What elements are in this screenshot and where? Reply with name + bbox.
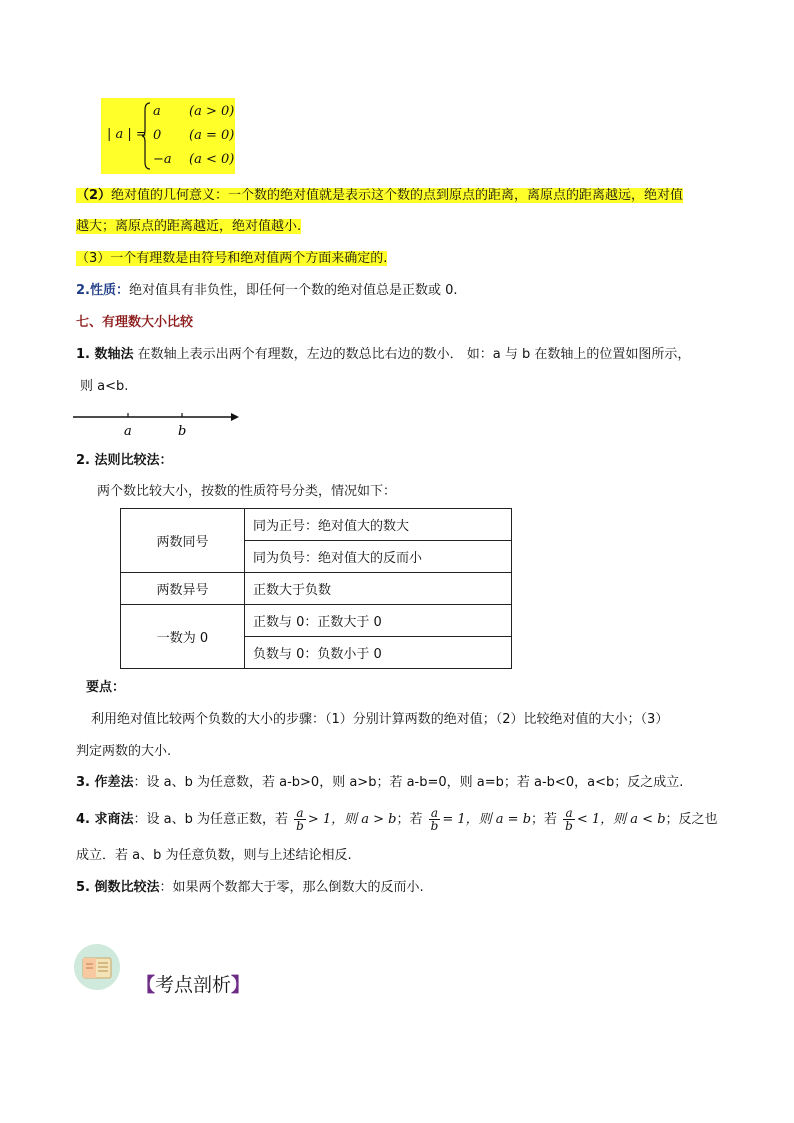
method-4-line-1: 4. 求商法：设 a、b 为任意正数，若 $\frac{a}{b}$ > 1，则 a > b；若 $\frac{a}{b}$ = 1，则 a = b；若 $\frac{a}{b}$ < 1，则 a < b；反之也 xyxy=(76,806,718,833)
item-2-line-1: （2）绝对值的几何意义：一个数的绝对值就是表示这个数的点到原点的距离，离原点的距离越远，绝对值 xyxy=(76,188,684,203)
point-a-label: a xyxy=(124,424,132,438)
table-cell: 正数大于负数 xyxy=(245,573,512,605)
table-row xyxy=(121,573,512,605)
point-b-label: b xyxy=(178,424,187,438)
arrow-right-icon xyxy=(231,413,239,421)
section-title: 【考点剖析】 xyxy=(136,974,251,996)
table-row xyxy=(121,605,512,637)
formula-case-2: 0 (a = 0) xyxy=(153,128,235,143)
comparison-rules-table xyxy=(120,508,512,669)
method-4-line-2: 成立．若 a、b 为任意负数，则与上述结论相反. xyxy=(76,848,352,863)
method-1-line-1: 1. 数轴法 在数轴上表示出两个有理数，左边的数总比右边的数小． 如：a 与 b 在数轴上的位置如图所示， xyxy=(76,347,691,362)
formula-lhs: | a | = xyxy=(107,127,147,142)
table-cell: 一数为 0 xyxy=(121,605,245,669)
table-cell: 同为负号：绝对值大的反而小 xyxy=(245,541,512,573)
table-cell: 负数与 0：负数小于 0 xyxy=(245,637,512,669)
item-3: （3）一个有理数是由符号和绝对值两个方面来确定的. xyxy=(76,251,388,266)
fraction-a-over-b: $\frac{a}{b}$ xyxy=(430,806,439,833)
table-cell: 正数与 0：正数大于 0 xyxy=(245,605,512,637)
method-5-line: 5. 倒数比较法：如果两个数都大于零，那么倒数大的反而小. xyxy=(76,880,424,895)
keypoint-line-2: 判定两数的大小. xyxy=(76,744,172,759)
table-cell: 两数同号 xyxy=(121,509,245,573)
formula-case-3: −a (a < 0) xyxy=(153,152,235,167)
table-cell: 两数异号 xyxy=(121,573,245,605)
curly-brace-icon xyxy=(141,102,151,170)
method-2-intro: 两个数比较大小，按数的性质符号分类，情况如下： xyxy=(97,484,397,499)
table-cell: 同为正号：绝对值大的数大 xyxy=(245,509,512,541)
item-2-line-2: 越大；离原点的距离越近，绝对值越小. xyxy=(76,219,302,234)
property-line: 2.性质：绝对值具有非负性，即任何一个数的绝对值总是正数或 0. xyxy=(76,283,458,298)
method-2-label: 2. 法则比较法： xyxy=(76,453,173,468)
method-1-line-2: 则 a<b. xyxy=(80,379,129,394)
keypoint-label: 要点： xyxy=(86,680,126,695)
notebook-icon xyxy=(74,944,120,990)
formula-case-1: a (a > 0) xyxy=(153,104,235,119)
fraction-a-over-b: $\frac{a}{b}$ xyxy=(565,806,573,833)
keypoint-line-1: 利用绝对值比较两个负数的大小的步骤：（1）分别计算两数的绝对值；（2）比较绝对值的大小；（3） xyxy=(91,712,669,727)
number-line xyxy=(73,408,243,438)
fraction-a-over-b: $\frac{a}{b}$ xyxy=(296,806,304,833)
table-row xyxy=(121,509,512,541)
method-3-line: 3. 作差法：设 a、b 为任意数，若 a-b>0，则 a>b；若 a-b=0，则 a=b；若 a-b<0，a<b；反之成立. xyxy=(76,775,684,790)
section-heading-7: 七、有理数大小比较 xyxy=(76,315,194,330)
absolute-value-formula xyxy=(101,98,235,174)
